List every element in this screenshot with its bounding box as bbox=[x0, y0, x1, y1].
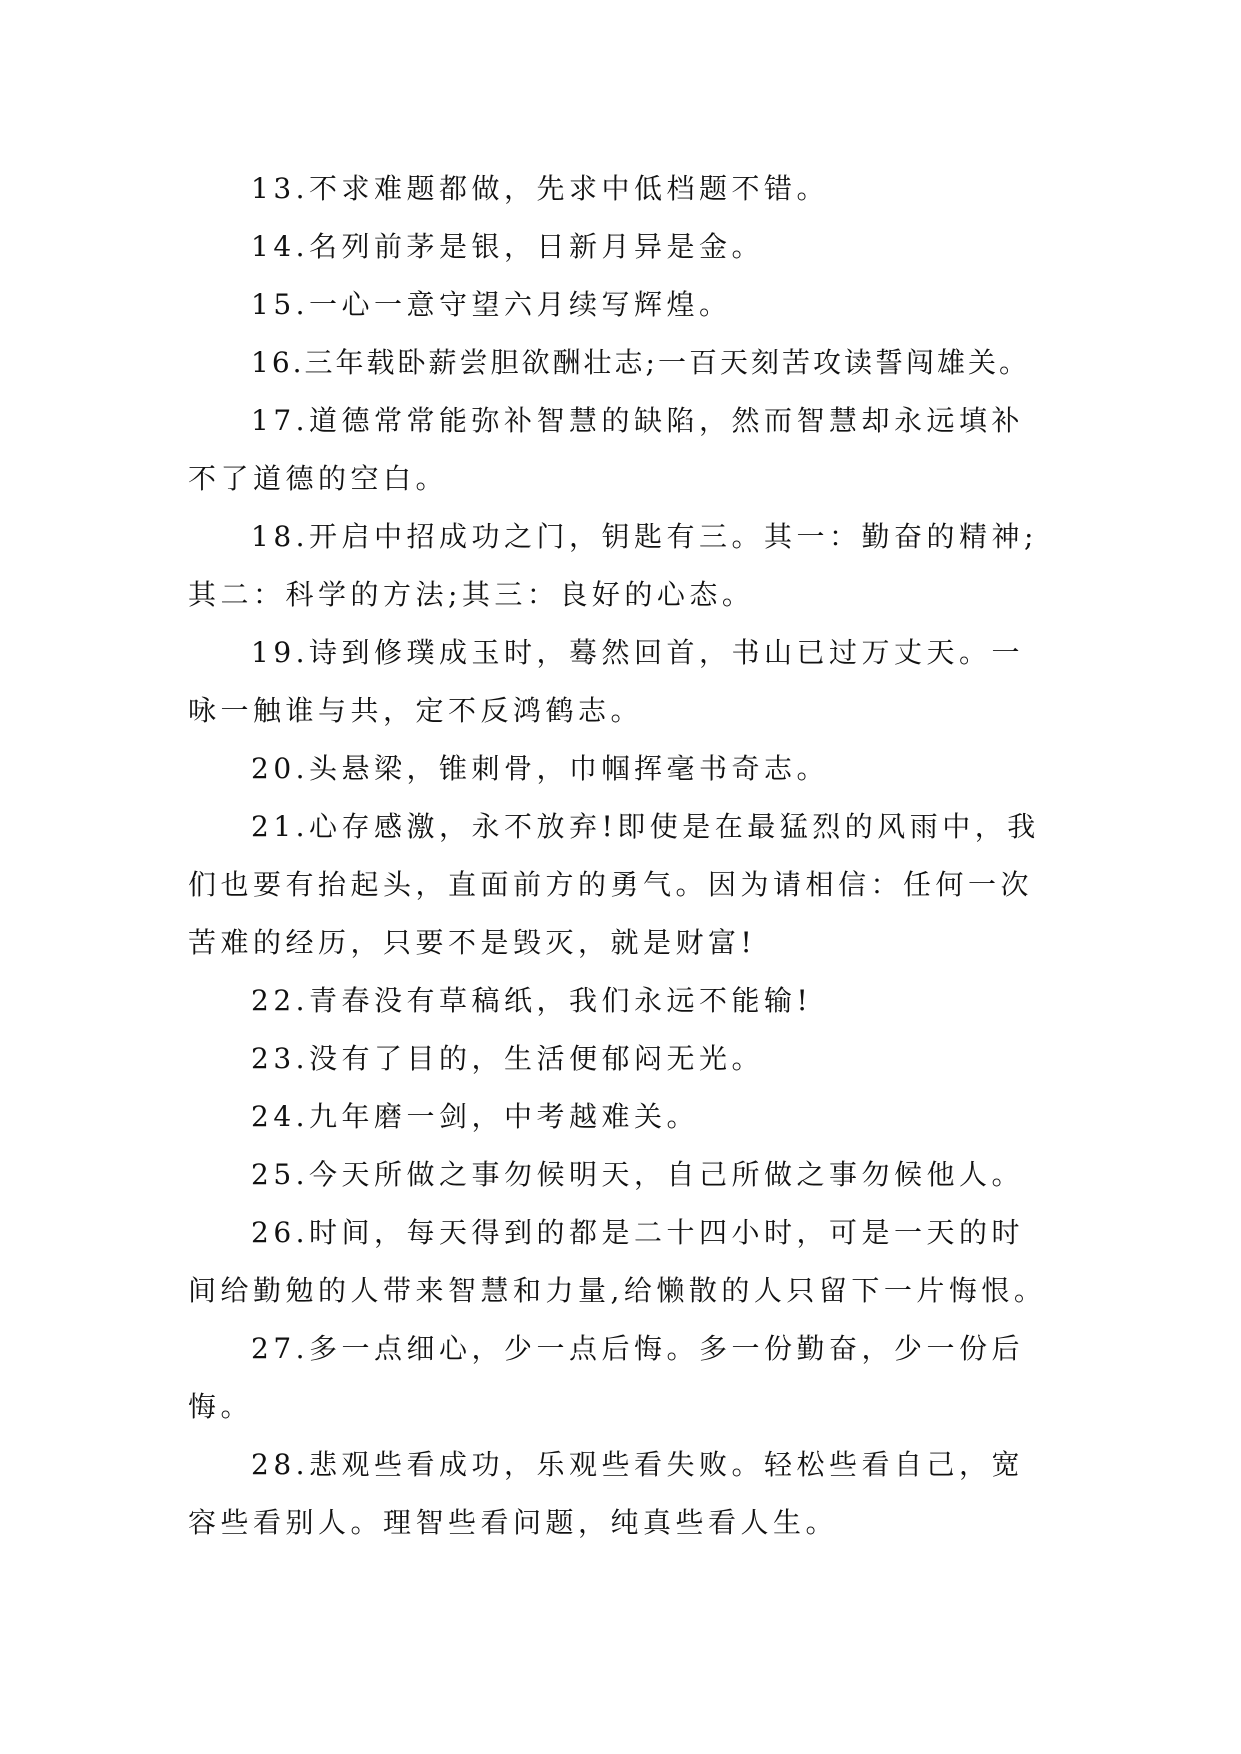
document-body bbox=[188, 160, 1048, 1552]
paragraph-20: 20.头悬梁，锥刺骨，巾帼挥毫书奇志。 bbox=[251, 752, 830, 785]
paragraph-27: 27.多一点细心，少一点后悔。多一份勤奋，少一份后悔。 bbox=[188, 1332, 1025, 1423]
paragraph-21: 21.心存感激，永不放弃!即使是在最猛烈的风雨中，我们也要有抬起头，直面前方的勇气。因为请相信：任何一次苦难的经历，只要不是毁灭，就是财富! bbox=[188, 810, 1040, 959]
paragraph-25: 25.今天所做之事勿候明天，自己所做之事勿候他人。 bbox=[251, 1158, 1025, 1191]
paragraph-16: 16.三年载卧薪尝胆欲酬壮志;一百天刻苦攻读誓闯雄关。 bbox=[251, 346, 1030, 379]
paragraph-14: 14.名列前茅是银，日新月异是金。 bbox=[251, 230, 765, 263]
paragraph-18: 18.开启中招成功之门，钥匙有三。其一：勤奋的精神;其二：科学的方法;其三：良好的心态。 bbox=[188, 520, 1038, 611]
paragraph-26: 26.时间，每天得到的都是二十四小时，可是一天的时间给勤勉的人带来智慧和力量,给懒散的人只留下一片悔恨。 bbox=[188, 1216, 1047, 1307]
paragraph-19: 19.诗到修璞成玉时，蓦然回首，书山已过万丈天。一咏一触谁与共，定不反鸿鹤志。 bbox=[188, 636, 1025, 727]
paragraph-17: 17.道德常常能弥补智慧的缺陷，然而智慧却永远填补不了道德的空白。 bbox=[188, 404, 1025, 495]
paragraph-23: 23.没有了目的，生活便郁闷无光。 bbox=[251, 1042, 765, 1075]
paragraph-24: 24.九年磨一剑，中考越难关。 bbox=[251, 1100, 700, 1133]
paragraph-13: 13.不求难题都做，先求中低档题不错。 bbox=[251, 172, 830, 205]
paragraph-22: 22.青春没有草稿纸，我们永远不能输! bbox=[251, 984, 813, 1017]
paragraph-15: 15.一心一意守望六月续写辉煌。 bbox=[251, 288, 732, 321]
paragraph-28: 28.悲观些看成功，乐观些看失败。轻松些看自己，宽容些看别人。理智些看问题，纯真些看人生。 bbox=[188, 1448, 1025, 1539]
